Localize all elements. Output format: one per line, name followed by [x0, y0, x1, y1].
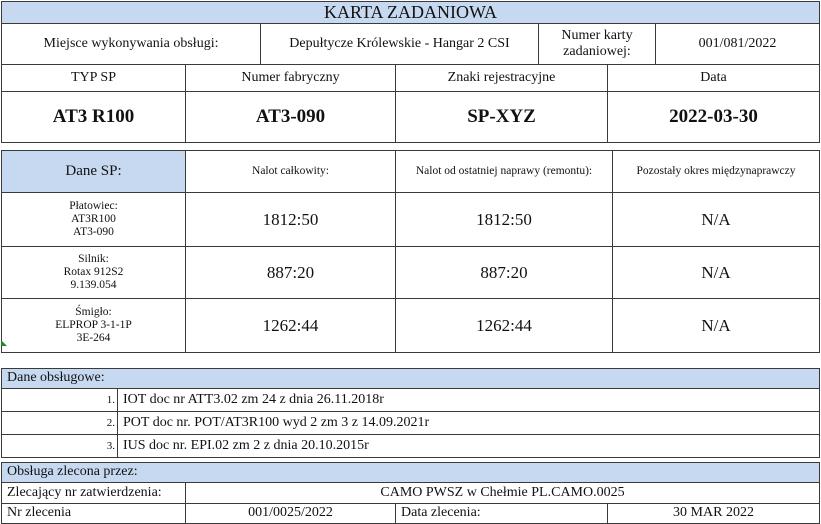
ident-value-type: AT3 R100 — [1, 91, 186, 143]
order-number-label: Nr zlecenia — [1, 503, 186, 524]
card-title: KARTA ZADANIOWA — [1, 1, 820, 24]
approver-label: Zlecający nr zatwierdzenia: — [1, 482, 186, 504]
engine-total-hours: 887:20 — [185, 246, 396, 299]
service-item-text: IUS doc nr. EPI.02 zm 2 z dnia 20.10.2015r — [117, 434, 820, 458]
component-engine-line: Rotax 912S2 — [63, 265, 124, 278]
order-number-value: 001/0025/2022 — [185, 503, 396, 524]
place-value: Depułtycze Królewskie - Hangar 2 CSI — [260, 23, 539, 65]
dane-sp-header-since-repair: Nalot od ostatniej naprawy (remontu): — [395, 150, 613, 193]
cell-comment-marker — [1, 340, 7, 346]
ident-value-date: 2022-03-30 — [607, 91, 820, 143]
component-engine — [1, 246, 186, 299]
service-item-text: IOT doc nr ATT3.02 zm 24 z dnia 26.11.2018r — [117, 388, 820, 412]
order-date-label: Data zlecenia: — [395, 503, 608, 524]
propeller-hours-since-repair: 1262:44 — [395, 298, 613, 353]
place-label: Miejsce wykonywania obsługi: — [1, 23, 261, 65]
component-propeller-line: ELPROP 3-1-1P — [55, 318, 132, 331]
card-number-label: Numer karty zadaniowej: — [538, 23, 656, 65]
service-item-number: 2. — [1, 411, 118, 435]
ident-header-type: TYP SP — [1, 64, 186, 92]
engine-remaining: N/A — [612, 246, 820, 299]
approver-value: CAMO PWSZ w Chełmie PL.CAMO.0025 — [185, 482, 820, 504]
propeller-total-hours: 1262:44 — [185, 298, 396, 353]
service-item-number: 3. — [1, 434, 118, 458]
service-data-label: Dane obsługowe: — [1, 368, 820, 389]
dane-sp-header-remaining: Pozostały okres międzynaprawczy — [612, 150, 820, 193]
ident-value-registration: SP-XYZ — [395, 91, 608, 143]
airframe-total-hours: 1812:50 — [185, 192, 396, 247]
component-propeller-line: 3E-264 — [76, 332, 111, 345]
airframe-remaining: N/A — [612, 192, 820, 247]
component-propeller-line: Śmigło: — [75, 305, 112, 318]
airframe-hours-since-repair: 1812:50 — [395, 192, 613, 247]
component-airframe-line: AT3-090 — [73, 226, 114, 239]
service-item-text: POT doc nr. POT/AT3R100 wyd 2 zm 3 z 14.09.2021r — [117, 411, 820, 435]
card-number-value: 001/081/2022 — [655, 23, 820, 65]
dane-sp-header-total: Nalot całkowity: — [185, 150, 396, 193]
ordered-by-label: Obsługa zlecona przez: — [1, 462, 820, 483]
component-airframe-line: AT3R100 — [71, 212, 116, 225]
ident-header-registration: Znaki rejestracyjne — [395, 64, 608, 92]
propeller-remaining: N/A — [612, 298, 820, 353]
dane-sp-label: Dane SP: — [1, 150, 186, 193]
ident-header-date: Data — [607, 64, 820, 92]
ident-header-serial: Numer fabryczny — [185, 64, 396, 92]
component-airframe-line: Płatowiec: — [69, 199, 118, 212]
component-propeller — [1, 298, 186, 353]
ident-value-serial: AT3-090 — [185, 91, 396, 143]
component-engine-line: 9.139.054 — [70, 279, 117, 292]
component-engine-line: Silnik: — [78, 252, 109, 265]
engine-hours-since-repair: 887:20 — [395, 246, 613, 299]
component-airframe — [1, 192, 186, 247]
order-date-value: 30 MAR 2022 — [607, 503, 820, 524]
service-item-number: 1. — [1, 388, 118, 412]
